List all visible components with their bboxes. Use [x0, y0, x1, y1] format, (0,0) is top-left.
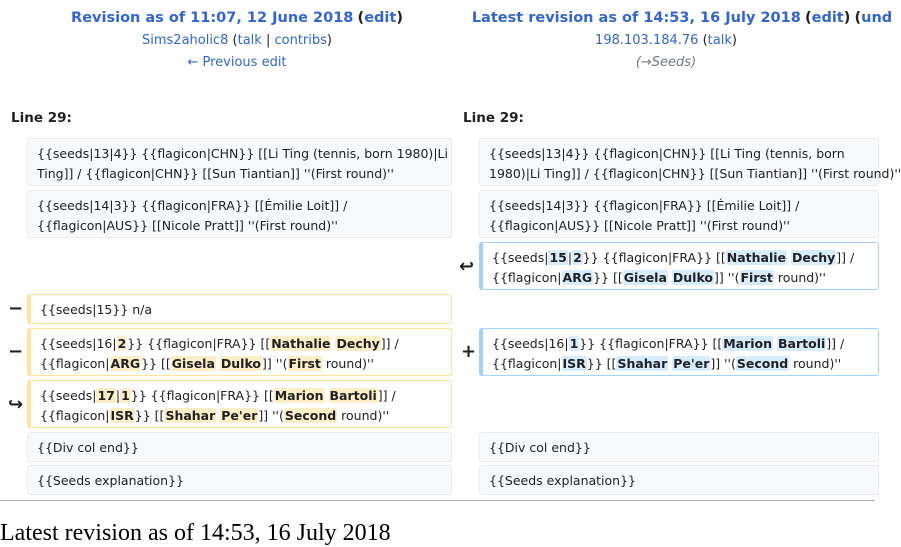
- deleted-line-marker: −: [8, 341, 24, 362]
- left-context-line: {{Seeds explanation}}: [27, 465, 452, 495]
- revision-heading: Latest revision as of 14:53, 16 July 2018: [0, 520, 391, 546]
- deleted-line-marker: −: [8, 298, 24, 319]
- left-revision-title-link[interactable]: Revision as of 11:07, 12 June 2018: [71, 10, 354, 26]
- right-context-line: {{Seeds explanation}}: [479, 465, 879, 495]
- right-context-line: {{Div col end}}: [479, 432, 879, 462]
- moved-paragraph-link-icon[interactable]: ↪: [8, 394, 24, 415]
- deleted-line: {{seeds|16|2}} {{flagicon|FRA}} [[Nathalie Dechy]] / {{flagicon|ARG}} [[Gisela Dulko]] ''(First round)'': [27, 328, 452, 376]
- left-context-line: {{Div col end}}: [27, 432, 452, 462]
- added-line: {{seeds|16|1}} {{flagicon|FRA}} [[Marion Bartoli]] / {{flagicon|ISR}} [[Shahar Pe'er]] ''(Second round)'': [479, 328, 879, 376]
- right-user-link[interactable]: 198.103.184.76: [595, 33, 699, 48]
- added-line-marker: +: [461, 341, 477, 362]
- moved-from-line: {{seeds|17|1}} {{flagicon|FRA}} [[Marion Bartoli]] / {{flagicon|ISR}} [[Shahar Pe'er]] ''(Second round)'': [27, 380, 452, 428]
- right-revision-title-link[interactable]: Latest revision as of 14:53, 16 July 2018: [471, 10, 801, 26]
- right-revision-header: Latest revision as of 14:53, 16 July 2018 (edit) (und 198.103.184.76 (talk) (→Seeds): [471, 10, 893, 70]
- left-talk-link[interactable]: talk: [237, 33, 262, 48]
- moved-to-line: {{seeds|15|2}} {{flagicon|FRA}} [[Nathalie Dechy]] / {{flagicon|ARG}} [[Gisela Dulko]] ''(First round)'': [479, 242, 879, 290]
- divider: [0, 500, 874, 501]
- left-context-line: {{seeds|13|4}} {{flagicon|CHN}} [[Li Ting (tennis, born 1980)|Li Ting]] / {{flagicon|CHN}} [[Sun Tiantian]] ''(First round)'': [27, 138, 452, 186]
- moved-paragraph-link-icon[interactable]: ↩: [459, 256, 475, 277]
- section-link-seeds[interactable]: Seeds: [651, 55, 692, 70]
- right-line-number: Line 29:: [463, 110, 524, 126]
- left-contribs-link[interactable]: contribs: [274, 33, 327, 48]
- left-revision-header: Revision as of 11:07, 12 June 2018 (edit) Sims2aholic8 (talk | contribs) ← Previous edit: [71, 10, 403, 70]
- previous-edit-link[interactable]: ← Previous edit: [187, 55, 287, 70]
- left-line-number: Line 29:: [11, 110, 72, 126]
- link-separator: |: [265, 33, 271, 48]
- right-context-line: {{seeds|13|4}} {{flagicon|CHN}} [[Li Ting (tennis, born 1980)|Li Ting]] / {{flagicon|CHN}} [[Sun Tiantian]] ''(First round)'': [479, 138, 879, 186]
- left-user-link[interactable]: Sims2aholic8: [142, 33, 229, 48]
- left-edit-link[interactable]: edit: [364, 10, 397, 26]
- left-context-line: {{seeds|14|3}} {{flagicon|FRA}} [[Émilie Loit]] / {{flagicon|AUS}} [[Nicole Pratt]] ''(First round)'': [27, 190, 452, 238]
- edit-summary: (→Seeds): [635, 55, 697, 70]
- right-context-line: {{seeds|14|3}} {{flagicon|FRA}} [[Émilie Loit]] / {{flagicon|AUS}} [[Nicole Pratt]] ''(First round)'': [479, 190, 879, 238]
- undo-link[interactable]: und: [861, 10, 893, 26]
- right-talk-link[interactable]: talk: [707, 33, 732, 48]
- deleted-line: {{seeds|15}} n/a: [27, 294, 452, 324]
- right-edit-link[interactable]: edit: [811, 10, 844, 26]
